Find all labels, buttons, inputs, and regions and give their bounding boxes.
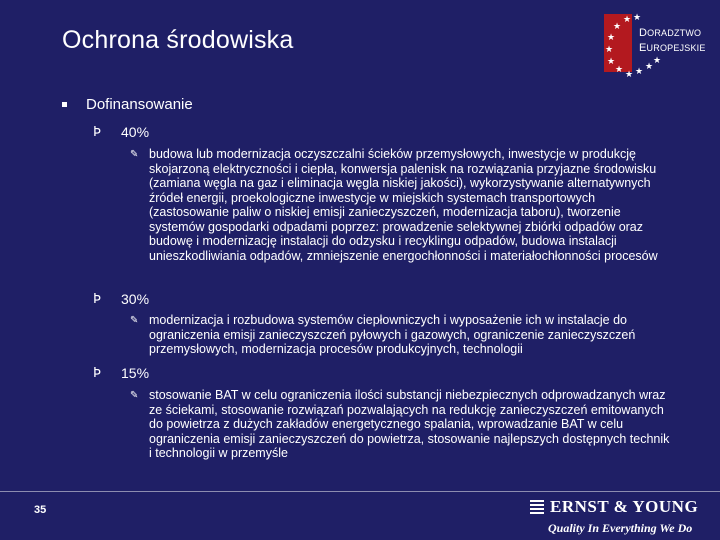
svg-text:★: ★ bbox=[607, 33, 616, 43]
svg-text:★: ★ bbox=[615, 65, 624, 75]
percent-label: 15% bbox=[121, 365, 150, 381]
sub-bullet-30 bbox=[93, 291, 149, 307]
pen-bullet-icon: ✎ bbox=[130, 390, 139, 401]
arrow-bullet-icon: Þ bbox=[93, 365, 101, 381]
detail-text: stosowanie BAT w celu ograniczenia ilości substancji niebezpiecznych odprowadzanych wraz ze ściekami, stosowanie rozwiązań pozwalających na redukcję zanieczyszczeń emitowanych do powietrza z dużych zakładów energetycznego spalania, wprowadzanie BAT w celu ograniczenia emisji zanieczyszczeń do powietrza, stosowanie najlepszych dostępnych technik i technologii w przemyśle bbox=[149, 388, 670, 460]
percent-label: 30% bbox=[121, 291, 150, 307]
page-number: 35 bbox=[34, 504, 47, 516]
svg-text:★: ★ bbox=[635, 67, 644, 77]
svg-text:★: ★ bbox=[607, 57, 616, 67]
heading-text: Dofinansowanie bbox=[86, 96, 193, 113]
detail-item-40 bbox=[130, 147, 670, 263]
square-bullet-icon bbox=[62, 102, 67, 107]
detail-item-15 bbox=[130, 388, 670, 461]
logo-text: DORADZTWO EUROPEJSKIE bbox=[639, 27, 706, 54]
arrow-bullet-icon: Þ bbox=[93, 291, 101, 307]
svg-text:★: ★ bbox=[623, 15, 632, 25]
footer-divider bbox=[0, 491, 720, 492]
svg-text:★: ★ bbox=[613, 22, 622, 32]
ey-stripes-icon bbox=[530, 499, 544, 515]
pen-bullet-icon: ✎ bbox=[130, 149, 139, 160]
detail-text: modernizacja i rozbudowa systemów ciepłowniczych i wyposażenie ich w instalacje do ograniczenia emisji zanieczyszczeń pyłowych i gazowych, ograniczenie zanieczyszczeń przemysłowych, modernizacja procesów produkcyjnych, technologii bbox=[149, 313, 636, 356]
svg-text:★: ★ bbox=[645, 62, 654, 72]
brand-tagline: Quality In Everything We Do bbox=[548, 521, 693, 535]
svg-text:★: ★ bbox=[625, 70, 634, 78]
sub-bullet-40 bbox=[93, 124, 149, 140]
detail-item-30 bbox=[130, 313, 670, 357]
arrow-bullet-icon: Þ bbox=[93, 124, 101, 140]
svg-text:★: ★ bbox=[605, 45, 614, 55]
ernst-young-logo bbox=[530, 496, 710, 518]
percent-label: 40% bbox=[121, 124, 150, 140]
bullet-heading bbox=[62, 96, 193, 113]
sub-bullet-15 bbox=[93, 365, 149, 381]
detail-text: budowa lub modernizacja oczyszczalni ścieków przemysłowych, inwestycje w produkcję skojarzoną elektryczności i ciepła, konwersja palenisk na rozwiązania przyjazne środowisku (zamiana węgla na gaz i eliminacja węgla niskiej jakości), wykorzystywanie alternatywnych źródeł energii, proekologiczne inwestycje w miejskich systemach transportowych (zastosowanie paliw o niskiej emisji zanieczyszczeń, modernizacja taboru), tworzenie systemów gospodarki odpadami poprzez: prowadzenie selektywnej zbiórki odpadów oraz budowę i modernizację instalacji do odzysku i recyklingu odpadów, budowa instalacji unieszkodliwiania odpadów, zmniejszenie energochłonności i materiałochłonności procesów bbox=[149, 147, 658, 263]
pen-bullet-icon: ✎ bbox=[130, 315, 139, 326]
page-title: Ochrona środowiska bbox=[62, 26, 294, 54]
svg-text:★: ★ bbox=[633, 13, 642, 23]
svg-text:★: ★ bbox=[653, 56, 662, 66]
brand-name: ERNST & YOUNG bbox=[550, 497, 699, 516]
